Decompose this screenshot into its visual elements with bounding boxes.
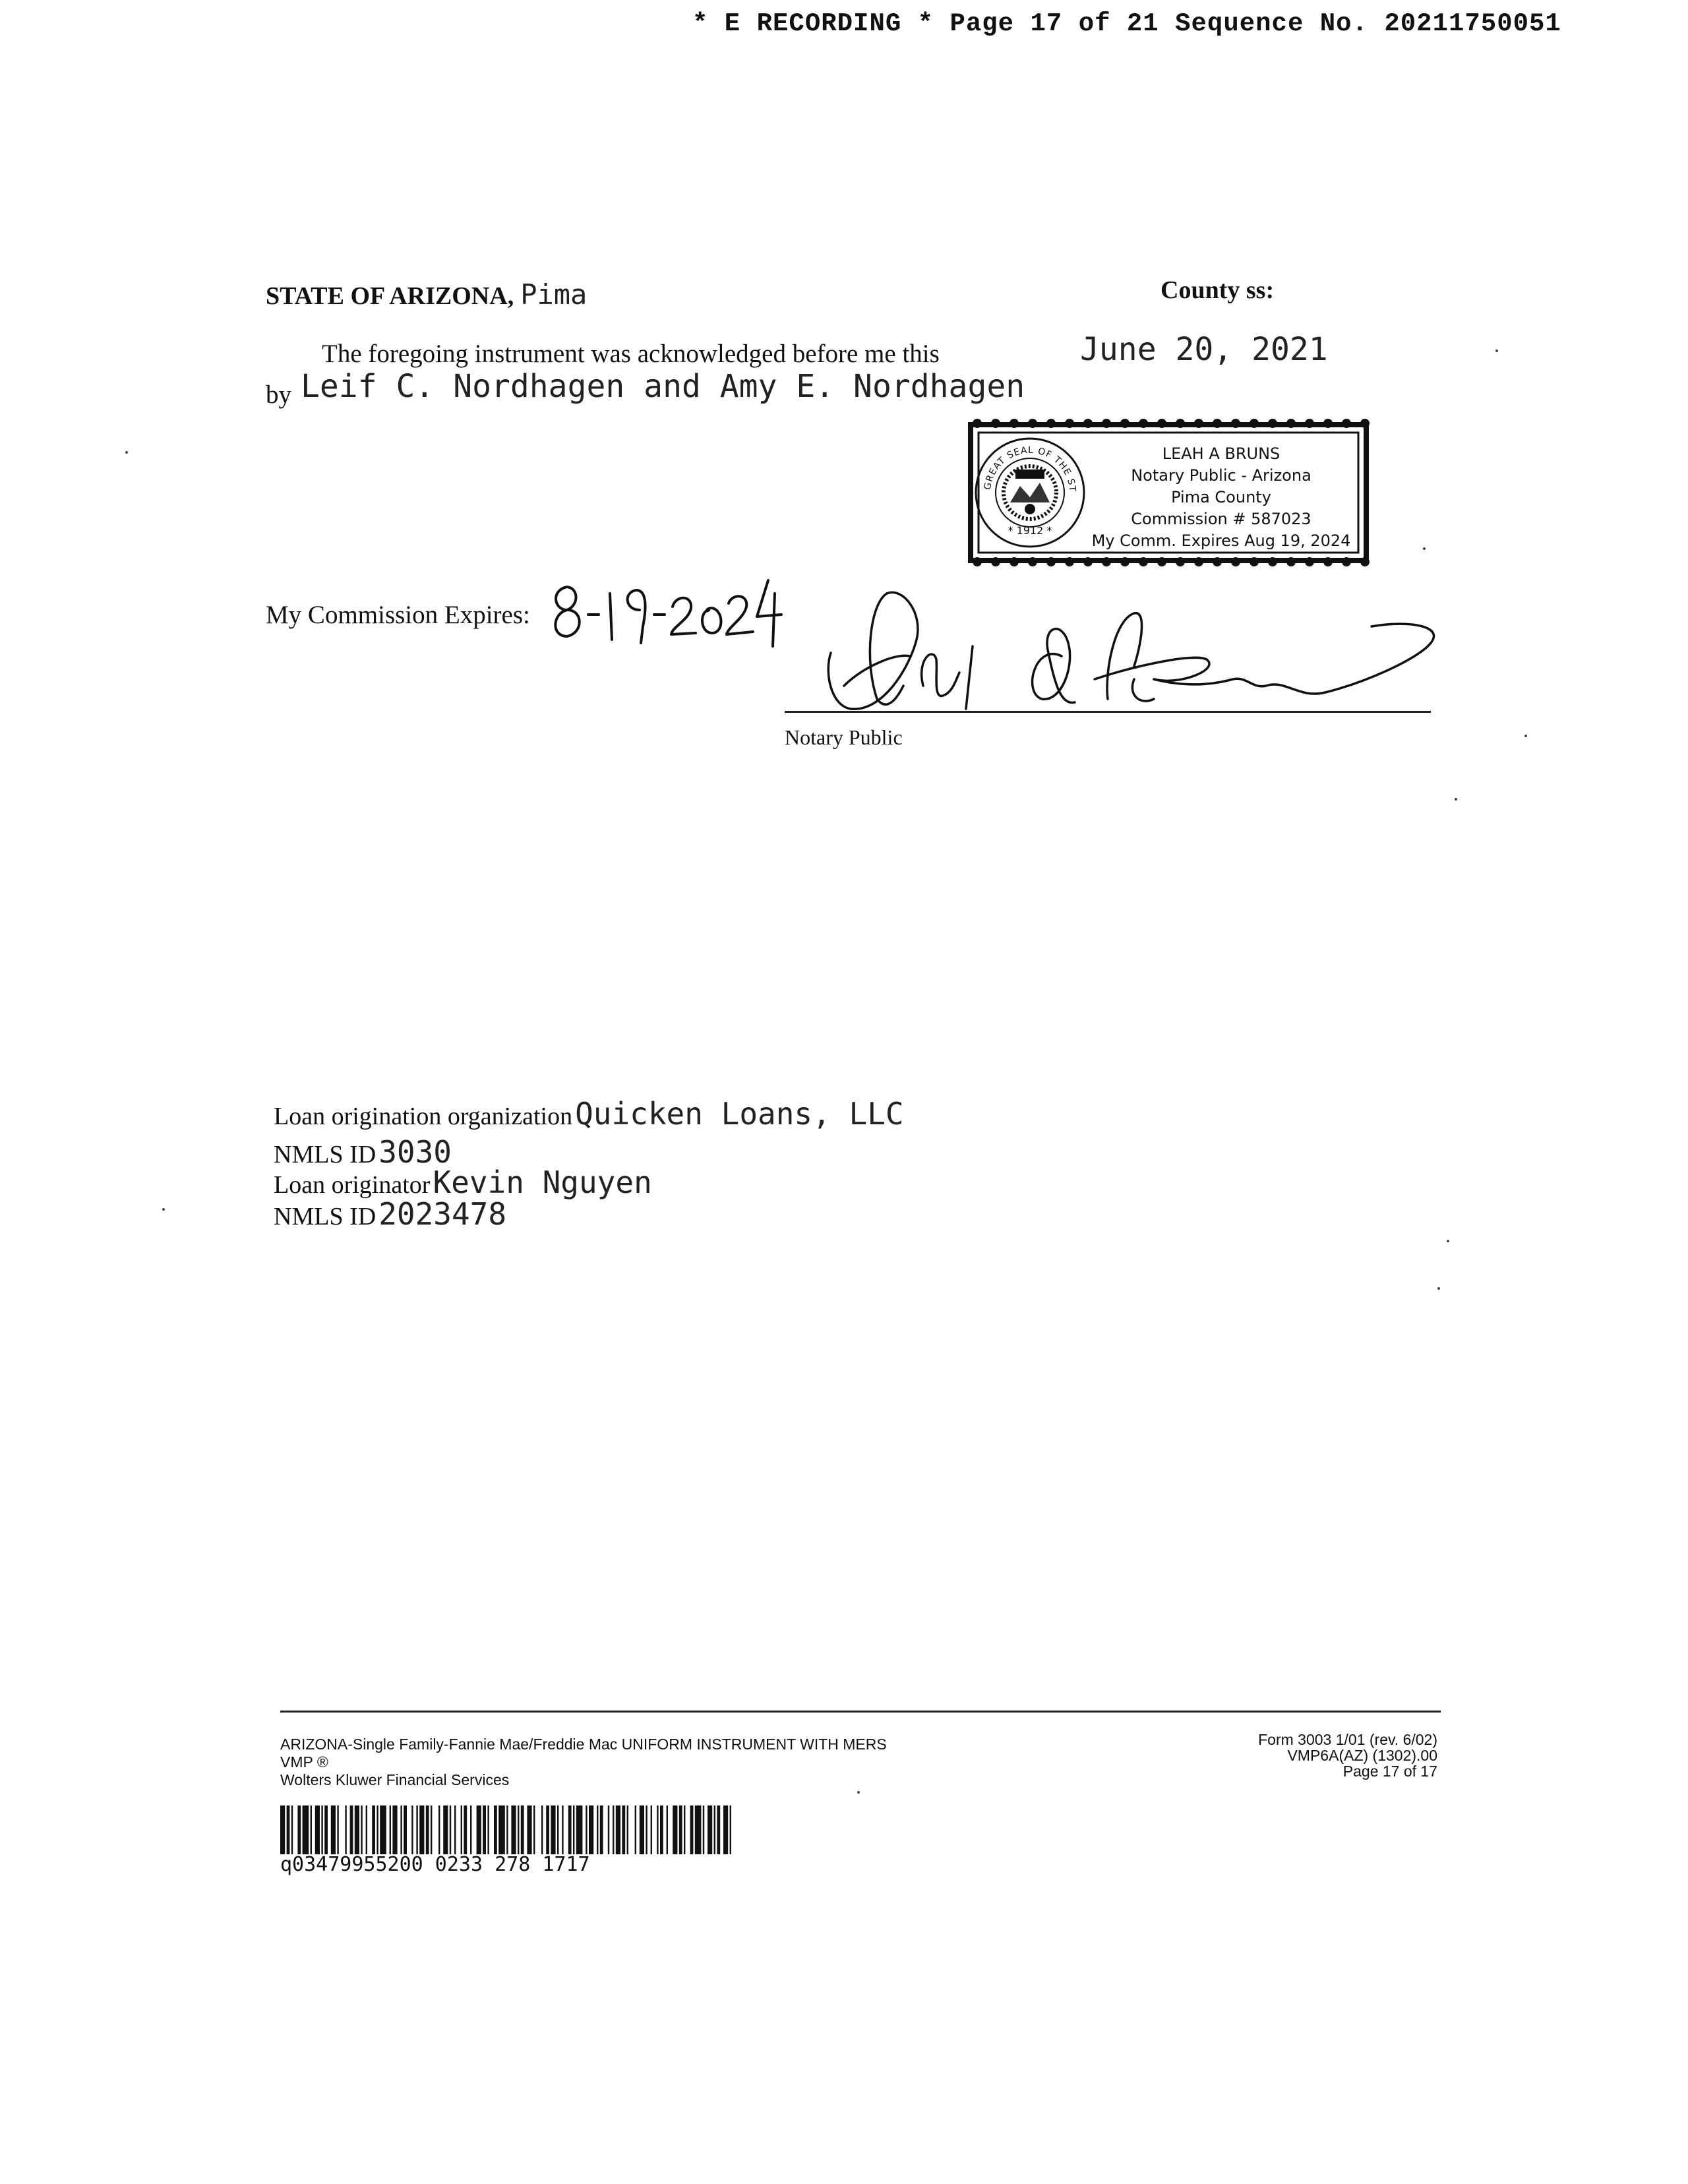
barcode [280,1805,742,1854]
footer-form-description [280,1736,887,1789]
scan-speck [162,1208,165,1211]
signer-names: Leif C. Nordhagen and Amy E. Nordhagen [301,368,1025,405]
svg-text:GREAT SEAL OF THE STATE OF ARI: GREAT SEAL OF THE ST [982,444,1078,492]
county-name: Pima [520,278,588,311]
footer-line-instrument: ARIZONA-Single Family-Fannie Mae/Freddie Mac UNIFORM INSTRUMENT WITH MERS [280,1736,887,1753]
notary-commission: Commission # 587023 [1131,510,1311,528]
nmls-originator-row [274,1196,506,1232]
acknowledgment-date: June 20, 2021 [1080,331,1328,368]
by-label: by [266,380,291,409]
notary-signature [824,580,1457,732]
scan-speck [1423,547,1426,550]
footer-line-vmp: VMP ® [280,1753,328,1771]
nmls-org-value: 3030 [378,1134,452,1170]
nmls-originator-value: 2023478 [378,1196,507,1232]
footer-rule [280,1711,1441,1713]
scan-speck [1495,349,1498,352]
loan-org-value: Quicken Loans, LLC [575,1096,904,1132]
scan-speck [1455,798,1457,801]
notary-expires: My Comm. Expires Aug 19, 2024 [1091,531,1351,550]
footer-vmp-code: VMP6A(AZ) (1302).00 [1287,1747,1437,1764]
recording-header: * E RECORDING * Page 17 of 21 Sequence No. 20211750051 [692,9,1561,38]
signature-line [785,711,1431,713]
acknowledgment-text: The foregoing instrument was acknowledged before me this [322,340,940,368]
loan-originator-label: Loan originator [274,1171,431,1199]
notary-name: LEAH A BRUNS [1162,444,1281,463]
notary-title: Notary Public - Arizona [1131,466,1311,485]
state-line [266,278,587,311]
loan-org-label: Loan origination organization [274,1103,573,1130]
footer-line-publisher: Wolters Kluwer Financial Services [280,1771,510,1788]
scan-speck [857,1791,860,1794]
notary-stamp [964,417,1373,568]
county-ss-label: County ss: [1160,276,1275,304]
handwritten-expiration-date [547,574,785,653]
loan-originator-value: Kevin Nguyen [433,1165,652,1200]
scan-speck [1447,1240,1449,1242]
loan-org-row [274,1096,904,1132]
scan-speck [1524,735,1527,737]
notary-county: Pima County [1171,488,1271,506]
scan-speck [1437,1287,1440,1290]
commission-expires-label: My Commission Expires: [266,601,530,629]
nmls-originator-label: NMLS ID [274,1203,377,1230]
nmls-org-label: NMLS ID [274,1141,377,1168]
state-label: STATE OF ARIZONA, [266,282,514,310]
footer-form-number [1180,1732,1437,1779]
footer-page-number: Page 17 of 17 [1342,1763,1437,1780]
loan-originator-row [274,1165,652,1200]
svg-text:* 1912 *: * 1912 * [1008,524,1052,537]
barcode-number: q03479955200 0233 278 1717 [280,1853,590,1876]
state-seal-icon [964,417,1084,547]
notary-public-label: Notary Public [785,725,903,749]
scan-speck [125,451,128,454]
footer-form-line: Form 3003 1/01 (rev. 6/02) [1258,1731,1437,1748]
